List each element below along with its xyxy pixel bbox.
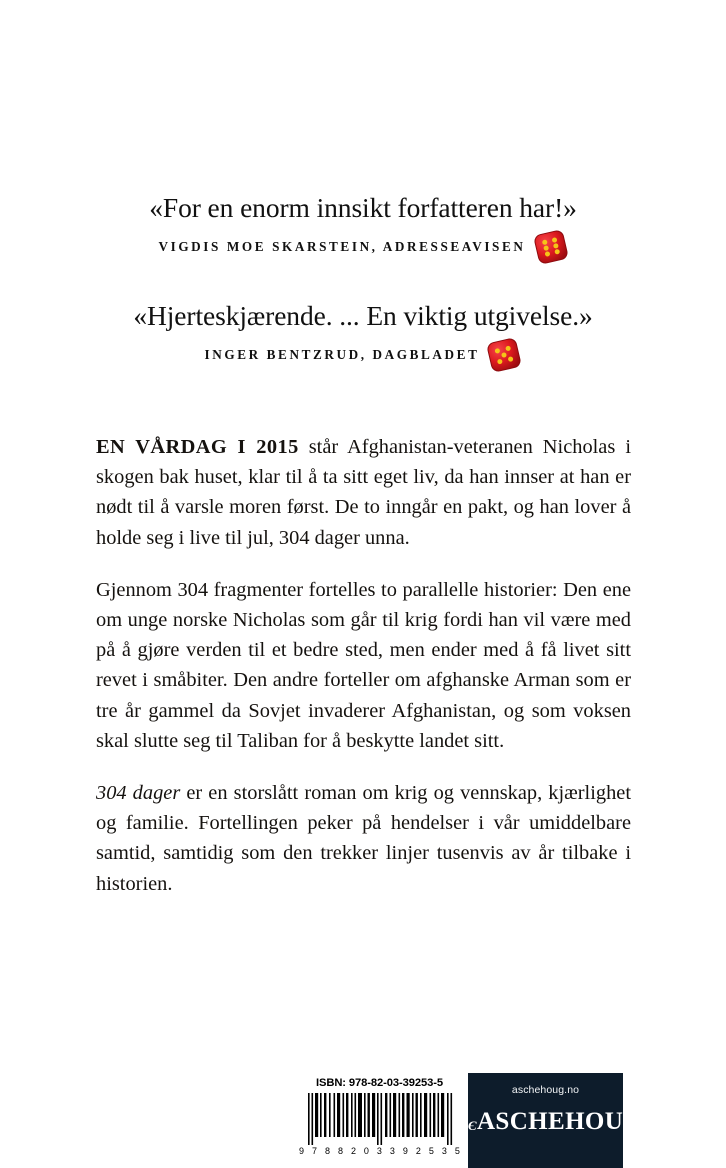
review-quote-text: «Hjerteskjærende. ... En viktig utgivelse.»	[133, 299, 593, 331]
die-icon	[484, 334, 525, 375]
barcode-digit: 8	[337, 1146, 343, 1156]
blurb-paragraph-1	[96, 432, 631, 553]
ean13-barcode	[298, 1093, 461, 1145]
review-quotes	[0, 192, 726, 372]
barcode-digit: 2	[350, 1146, 356, 1156]
publisher-wordmark	[468, 1108, 653, 1135]
review-attribution: VIGDIS MOE SKARSTEIN, ADRESSEAVISEN	[158, 238, 526, 254]
review-attribution-row	[0, 230, 726, 264]
barcode-digit: 3	[376, 1146, 382, 1156]
review-attribution-row	[0, 338, 726, 372]
barcode-digit: 2	[415, 1146, 421, 1156]
barcode-digit: 9	[299, 1146, 305, 1156]
review-quote-text: «For en enorm innsikt forfatteren har!»	[149, 192, 577, 223]
barcode-digits	[298, 1146, 461, 1156]
die-icon	[530, 227, 571, 268]
cover-footer	[0, 1060, 726, 1168]
barcode-digit: 3	[389, 1146, 395, 1156]
review-quote-1	[0, 192, 726, 264]
book-title-mention: 304 dager	[96, 782, 181, 805]
publisher-logo-box	[468, 1073, 653, 1168]
barcode-digit: 5	[454, 1146, 460, 1156]
publisher-wordmark-text: ASCHEHOUG	[476, 1108, 644, 1135]
barcode-digit: 5	[428, 1146, 434, 1156]
blurb-paragraph-3-body: er en storslått roman om krig og vennskap, kjærlighet og familie. Fortellingen peker på hendelser i vår umiddelbare samtid, samtidig som den trekker linjer tusenvis av år tilbake i historien.	[96, 782, 631, 895]
blurb-text	[96, 432, 631, 899]
swash-flourish-right: ɔ	[643, 1114, 653, 1134]
isbn-barcode-block	[298, 1077, 461, 1156]
barcode-digit: 7	[311, 1146, 317, 1156]
barcode-digit: 9	[402, 1146, 408, 1156]
review-quote-2	[0, 300, 726, 372]
isbn-label: ISBN: 978-82-03-39253-5	[315, 1077, 444, 1089]
publisher-url[interactable]: aschehoug.no	[511, 1084, 580, 1096]
barcode-digit: 3	[441, 1146, 447, 1156]
blurb-paragraph-2: Gjennom 304 fragmenter fortelles to parallelle historier: Den ene om unge norske Nicholas som går til krig fordi han vil være med på å gjøre verden til et bedre sted, men ender med å få livet sitt revet i småbiter. Den andre forteller om afghanske Arman som er tre år gammel da Sovjet invaderer Afghanistan, og som voksen skal slutte seg til Taliban for å beskytte landet sitt.	[96, 578, 631, 752]
swash-flourish-left: є	[468, 1114, 477, 1134]
blurb-lead-in: EN VÅRDAG I 2015	[96, 436, 299, 458]
blurb-paragraph-1-body: står Afghanistan-veteranen Nicholas i skogen bak huset, klar til å ta sitt eget liv, da han innser at han er nødt til å varsle moren først. De to inngår en pakt, og han lover å holde seg i live til jul, 304 dager unna.	[96, 436, 631, 549]
blurb-paragraph-3	[96, 778, 631, 899]
barcode-digit: 8	[324, 1146, 330, 1156]
review-attribution: INGER BENTZRUD, DAGBLADET	[204, 346, 480, 362]
barcode-digit: 0	[363, 1146, 369, 1156]
